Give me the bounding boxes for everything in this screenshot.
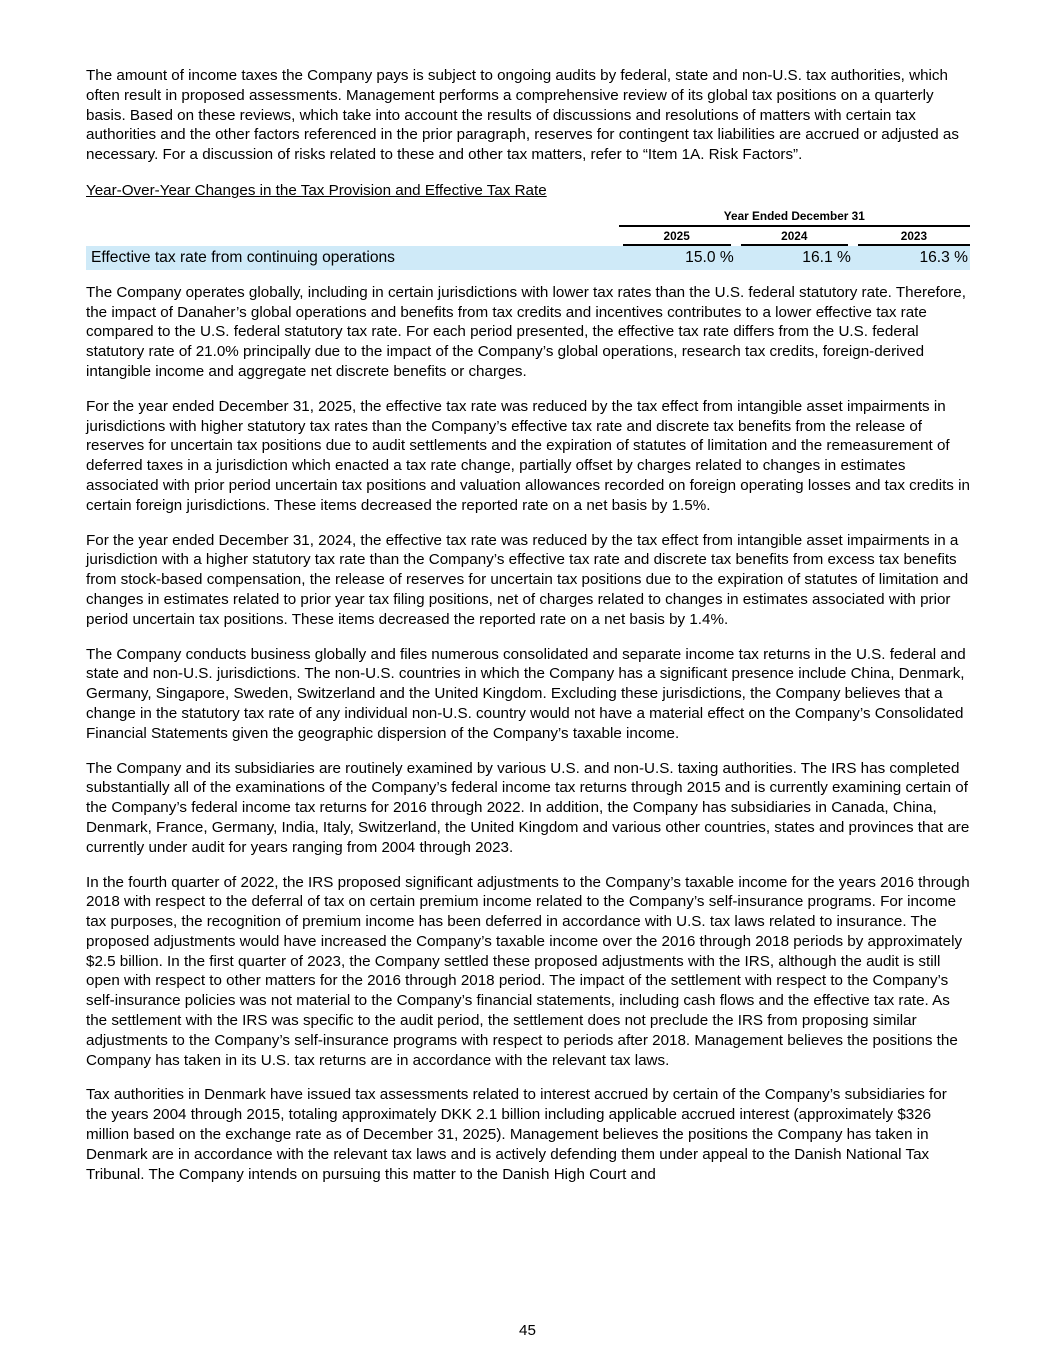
year-header-2023: 2023 (853, 227, 970, 246)
paragraph-tax-audits: The amount of income taxes the Company pays is subject to ongoing audits by federal, state and non-U.S. tax authorities, which often result in proposed assessments. Management performs a comprehensive review of its global tax positions on a quarterly basis. Based on these reviews, which take into account the results of discussions and resolutions of matters with certain tax authorities and the other factors referenced in the prior paragraph, reserves for contingent tax liabilities are accrued or adjusted as necessary. For a discussion of risks related to these and other tax matters, refer to “Item 1A. Risk Factors”. (86, 67, 959, 164)
table-group-header (619, 209, 970, 227)
year-header-2024: 2024 (736, 227, 853, 246)
row-label: Effective tax rate from continuing operations (86, 246, 619, 270)
page-number: 45 (519, 1322, 536, 1339)
effective-tax-rate-table (86, 209, 970, 270)
table-year-header-row (86, 227, 970, 246)
paragraph-irs-adjustments: In the fourth quarter of 2022, the IRS proposed significant adjustments to the Company’s taxable income for the years 2016 through 2018 with respect to the deferral of tax on certain premium income related to the Company’s self-insurance programs. For income tax purposes, the recognition of premium income has been deferred in accordance with U.S. tax laws related to insurance. The proposed adjustments would have increased the Company’s taxable income over the 2016 through 2018 periods by approximately $2.5 billion. In the first quarter of 2023, the Company settled these proposed adjustments with the IRS, although the audit is still open with respect to other matters for the 2016 through 2018 period. The impact of the settlement with respect to the Company’s self-insurance policies was not material to the Company’s financial statements, including cash flows and the effective tax rate. As the settlement with the IRS was specific to the audit period, the settlement does not preclude the IRS from proposing similar adjustments to the Company’s self-insurance programs with respect to periods after 2018. Management believes the positions the Company has taken in its U.S. tax returns are in accordance with the relevant tax laws. (86, 873, 970, 1069)
year-header-2025: 2025 (619, 227, 736, 246)
value-2024: 16.1 % (736, 246, 853, 270)
paragraph-jurisdictions: The Company conducts business globally and files numerous consolidated and separate income tax returns in the U.S. federal and state and non-U.S. jurisdictions. The non-U.S. countries in which the Company has a significant presence include China, Denmark, Germany, Singapore, Sweden, Switzerland and the United Kingdom. Excluding these jurisdictions, the Company believes that a change in the statutory tax rate of any individual non-U.S. country would not have a material effect on the Company’s Consolidated Financial Statements given the geographic dispersion of the Company’s taxable income. (86, 645, 966, 742)
paragraph-global-operations: The Company operates globally, including in certain jurisdictions with lower tax rates than the U.S. federal statutory rate. Therefore, the impact of Danaher’s global operations and benefits from tax credits and incentives contributes to a lower effective tax rate compared to the U.S. federal statutory tax rate. For each period presented, the effective tax rate differs from the U.S. federal statutory rate of 21.0% principally due to the impact of the Company’s global operations, research tax credits, foreign-derived intangible income and aggregate net discrete benefits or charges. (86, 283, 966, 380)
table-group-header-row (86, 209, 970, 227)
paragraph-2024-rate: For the year ended December 31, 2024, the effective tax rate was reduced by the tax effect from intangible asset impairments in a jurisdiction with a higher statutory tax rate than the Company’s effective tax rate and discrete tax benefits from excess tax benefits from stock-based compensation, the release of reserves for uncertain tax positions due to the expiration of statutes of limitation and changes in estimates related to prior year tax filing positions, net of charges related to changes in estimates associated with prior period uncertain tax positions. These items decreased the reported rate on a net basis by 1.4%. (86, 531, 969, 628)
paragraph-2025-rate: For the year ended December 31, 2025, the effective tax rate was reduced by the tax effect from intangible asset impairments in jurisdictions with higher statutory tax rates than the Company’s effective tax rate and discrete tax benefits from the release of reserves for uncertain tax positions due to audit settlements and the expiration of statutes of limitation and the remeasurement of deferred taxes in a jurisdiction which enacted a tax rate change, partially offset by charges related to changes in estimates associated with prior period uncertain tax positions and valuation allowances recorded on foreign operating losses and tax credits in certain foreign jurisdictions. These items decreased the reported rate on a net basis by 1.5%. (86, 397, 970, 514)
section-title: Year-Over-Year Changes in the Tax Provision and Effective Tax Rate (86, 181, 547, 199)
value-2023: 16.3 % (853, 246, 970, 270)
year-ended-header: Year Ended December 31 (619, 209, 970, 227)
document-page (86, 66, 970, 1199)
table-row (86, 246, 970, 270)
value-2025: 15.0 % (619, 246, 736, 270)
paragraph-examinations: The Company and its subsidiaries are routinely examined by various U.S. and non-U.S. taxing authorities. The IRS has completed substantially all of the examinations of the Company’s federal income tax returns through 2015 and is currently examining certain of the Company’s federal income tax returns for 2016 through 2022. In addition, the Company has subsidiaries in Canada, China, Denmark, France, Germany, India, Italy, Switzerland, the United Kingdom and various other countries, states and provinces that are currently under audit for years ranging from 2004 through 2023. (86, 759, 970, 856)
paragraph-denmark-assessments: Tax authorities in Denmark have issued tax assessments related to interest accrued by certain of the Company’s subsidiaries for the years 2004 through 2015, totaling approximately DKK 2.1 billion including applicable accrued interest (approximately $326 million based on the exchange rate as of December 31, 2025). Management believes the positions the Company has taken in Denmark are in accordance with the relevant tax laws and is actively defending them under appeal to the Danish National Tax Tribunal. The Company intends on pursuing this matter to the Danish High Court and (86, 1086, 947, 1183)
